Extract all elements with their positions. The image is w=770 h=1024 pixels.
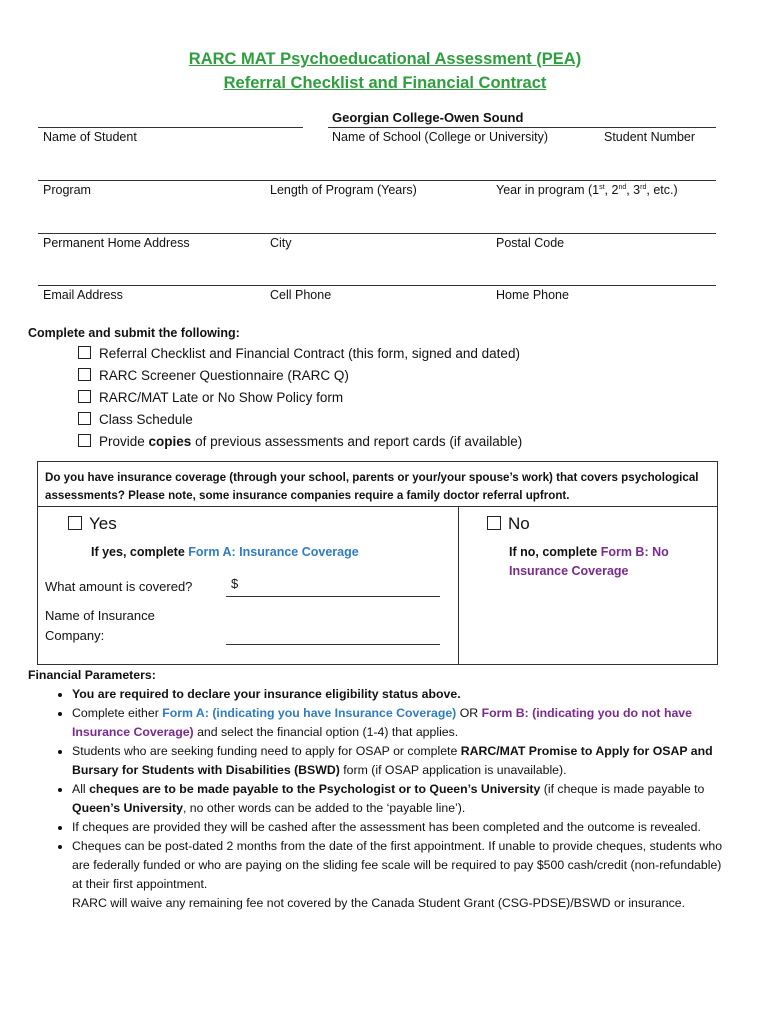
checkbox[interactable]	[78, 390, 91, 403]
checklist-item[interactable]: RARC Screener Questionnaire (RARC Q)	[78, 368, 349, 383]
insurance-question: Do you have insurance coverage (through your school, parents or your/your spouse’s work) that covers psychological assessments? Please note, some insurance companies require a family doctor referral upfront.	[45, 471, 699, 502]
yes-checkbox[interactable]	[68, 516, 82, 530]
checklist-item[interactable]: RARC/MAT Late or No Show Policy form	[78, 390, 343, 405]
financial-list	[28, 685, 728, 913]
student-number-label: Student Number	[604, 130, 696, 144]
yes-option[interactable]: Yes	[68, 514, 117, 534]
school-value: Georgian College-Owen Sound	[332, 110, 524, 125]
address-line[interactable]	[38, 233, 716, 234]
city-label: City	[270, 236, 292, 250]
no-option[interactable]: No	[487, 514, 530, 534]
postal-code-label: Postal Code	[496, 236, 565, 250]
checkbox[interactable]	[78, 412, 91, 425]
student-name-label: Name of Student	[43, 130, 137, 144]
checklist-heading: Complete and submit the following:	[28, 326, 240, 340]
student-name-line[interactable]	[38, 127, 303, 128]
program-label: Program	[43, 183, 91, 197]
page-title: RARC MAT Psychoeducational Assessment (PEA)	[188, 50, 582, 68]
list-item: • Complete either Form A: (indicating you have Insurance Coverage) OR Form B: (indicating you do not have Insurance Coverage) and select the financial option (1-4) that applies.	[72, 704, 728, 742]
amount-covered-label: What amount is covered?	[45, 579, 193, 594]
email-label: Email Address	[43, 288, 123, 302]
checklist-item[interactable]: Referral Checklist and Financial Contract (this form, signed and dated)	[78, 346, 520, 361]
list-item: • If cheques are provided they will be cashed after the assessment has been completed and the outcome is revealed.	[72, 818, 728, 837]
financial-heading: Financial Parameters:	[28, 668, 156, 682]
amount-covered-field[interactable]	[226, 596, 440, 597]
page-subtitle: Referral Checklist and Financial Contract	[223, 74, 547, 92]
no-checkbox[interactable]	[487, 516, 501, 530]
insurance-company-field[interactable]	[226, 644, 440, 645]
program-line[interactable]	[38, 180, 716, 181]
checkbox[interactable]	[78, 368, 91, 381]
cell-phone-label: Cell Phone	[270, 288, 332, 302]
insurance-company-label: Name of Insurance	[45, 608, 155, 623]
home-address-label: Permanent Home Address	[43, 236, 190, 250]
contact-line[interactable]	[38, 285, 716, 286]
list-item: • Students who are seeking funding need to apply for OSAP or complete RARC/MAT Promise to Apply for OSAP and Bursary for Students with Disabilities (BSWD) form (if OSAP application is unavailable).	[72, 742, 728, 780]
no-instruction: If no, complete Form B: No	[509, 545, 669, 559]
list-item: • Cheques can be post-dated 2 months from the date of the first appointment. If unable to provide cheques, students who are federally funded or who are paying on the sliding fee scale will be required to pay $500 cash/credit (non-refundable) at their first appointment. RARC will waive any remaining fee not covered by the Canada Student Grant (CSG-PDSE)/BSWD or insurance.	[72, 837, 728, 913]
home-phone-label: Home Phone	[496, 288, 569, 302]
list-item: • All cheques are to be made payable to the Psychologist or to Queen’s University (if cheque is made payable to Queen’s University, no other words can be added to the ‘payable line’).	[72, 780, 728, 818]
school-line[interactable]	[328, 127, 716, 128]
checklist-item[interactable]: Provide copies of previous assessments and report cards (if available)	[78, 434, 522, 449]
form-b-link: Form B: No	[600, 545, 669, 559]
insurance-question-box	[37, 461, 718, 507]
checkbox[interactable]	[78, 346, 91, 359]
yes-instruction: If yes, complete Form A: Insurance Coverage	[91, 545, 359, 559]
amount-dollar-sign: $	[231, 576, 239, 591]
insurance-company-label-2: Company:	[45, 628, 105, 643]
school-label: Name of School (College or University)	[332, 130, 549, 144]
checklist-item[interactable]: Class Schedule	[78, 412, 193, 427]
no-instruction-line2: Insurance Coverage	[509, 564, 629, 578]
program-length-label: Length of Program (Years)	[270, 183, 417, 197]
checkbox[interactable]	[78, 434, 91, 447]
form-a-link: Form A: Insurance Coverage	[188, 545, 359, 559]
year-in-program-label: Year in program (1st, 2nd, 3rd, etc.)	[496, 183, 678, 197]
list-item: • You are required to declare your insurance eligibility status above.	[72, 685, 728, 704]
